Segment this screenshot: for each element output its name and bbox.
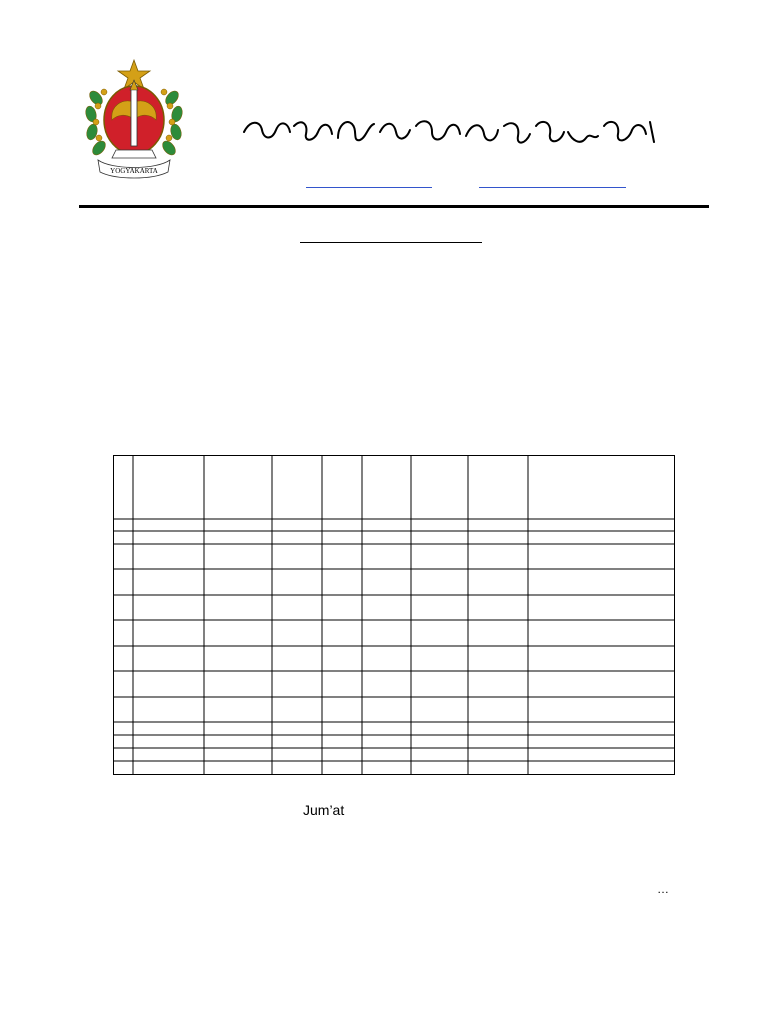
title-underline bbox=[300, 242, 482, 243]
svg-text:YOGYAKARTA: YOGYAKARTA bbox=[110, 167, 158, 175]
link-underline-right[interactable] bbox=[479, 187, 626, 188]
link-underline-left[interactable] bbox=[306, 187, 432, 188]
letterhead-rule bbox=[79, 205, 709, 208]
ellipsis-text: … bbox=[657, 882, 669, 896]
coat-of-arms-icon bbox=[82, 58, 186, 182]
data-table bbox=[113, 455, 675, 775]
javanese-script-line-icon bbox=[242, 112, 662, 152]
day-text: Jum’at bbox=[303, 802, 345, 818]
